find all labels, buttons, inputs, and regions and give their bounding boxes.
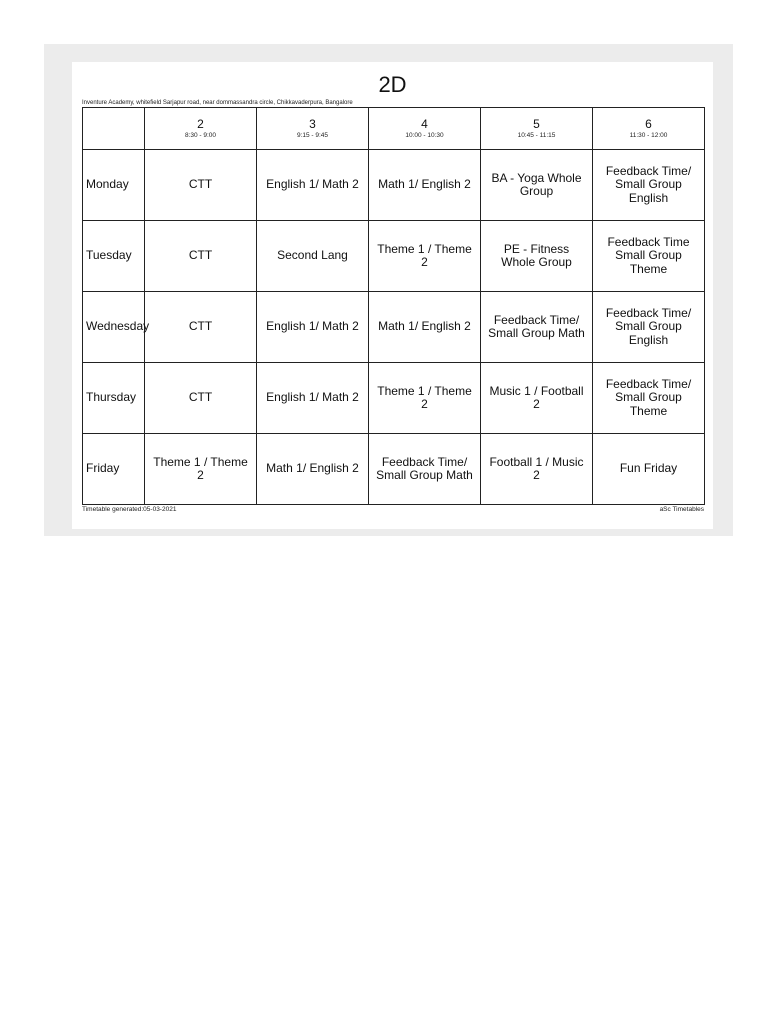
period-time: 10:00 - 10:30 [405,132,444,139]
day-label: Monday [83,150,145,221]
period-number: 5 [533,117,540,131]
lesson-cell: CTT [145,150,257,221]
lesson-cell: Theme 1 / Theme 2 [369,363,481,434]
lesson-cell: Theme 1 / Theme 2 [145,434,257,505]
period-time: 9:15 - 9:45 [296,132,329,139]
lesson-cell: English 1/ Math 2 [257,292,369,363]
lesson-cell: Feedback Time/ Small Group English [593,150,705,221]
lesson-cell: Football 1 / Music 2 [481,434,593,505]
lesson-cell: Feedback Time/ Small Group Theme [593,363,705,434]
lesson-cell: English 1/ Math 2 [257,150,369,221]
timetable-sheet [72,62,713,529]
lesson-cell: Music 1 / Football 2 [481,363,593,434]
lesson-cell: BA - Yoga Whole Group [481,150,593,221]
day-row-monday [83,150,705,221]
corner-cell [83,108,145,150]
school-address: Inventure Academy, whitefield Sarjapur road, near dommassandra circle, Chikkavaderpura, Bangalore [82,100,353,106]
day-label: Tuesday [83,221,145,292]
day-row-friday [83,434,705,505]
lesson-cell: Math 1/ English 2 [369,150,481,221]
period-header [593,108,705,150]
lesson-cell: Feedback Time/ Small Group Math [481,292,593,363]
lesson-cell: CTT [145,221,257,292]
document-card [44,44,733,536]
lesson-cell: Fun Friday [593,434,705,505]
day-label: Wednesday [83,292,145,363]
day-row-wednesday [83,292,705,363]
period-number: 4 [421,117,428,131]
lesson-cell: Math 1/ English 2 [257,434,369,505]
period-header [369,108,481,150]
lesson-cell: English 1/ Math 2 [257,363,369,434]
period-time: 11:30 - 12:00 [629,132,668,139]
day-row-tuesday [83,221,705,292]
period-header-row [83,108,705,150]
period-number: 6 [645,117,652,131]
lesson-cell: CTT [145,363,257,434]
period-number: 2 [197,117,204,131]
period-time: 10:45 - 11:15 [517,132,556,139]
lesson-cell: CTT [145,292,257,363]
timetable-title: 2D [378,72,407,97]
period-header [145,108,257,150]
lesson-cell: Feedback Time Small Group Theme [593,221,705,292]
lesson-cell: Theme 1 / Theme 2 [369,221,481,292]
timetable-grid [82,107,705,505]
lesson-cell: Second Lang [257,221,369,292]
day-row-thursday [83,363,705,434]
period-number: 3 [309,117,316,131]
lesson-cell: Feedback Time/ Small Group English [593,292,705,363]
period-time: 8:30 - 9:00 [184,132,217,139]
lesson-cell: Math 1/ English 2 [369,292,481,363]
period-header [481,108,593,150]
generated-date: Timetable generated:05-03-2021 [82,506,177,513]
software-credit: aSc Timetables [659,506,704,513]
lesson-cell: Feedback Time/ Small Group Math [369,434,481,505]
day-label: Thursday [83,363,145,434]
day-label: Friday [83,434,145,505]
lesson-cell: PE - Fitness Whole Group [481,221,593,292]
period-header [257,108,369,150]
